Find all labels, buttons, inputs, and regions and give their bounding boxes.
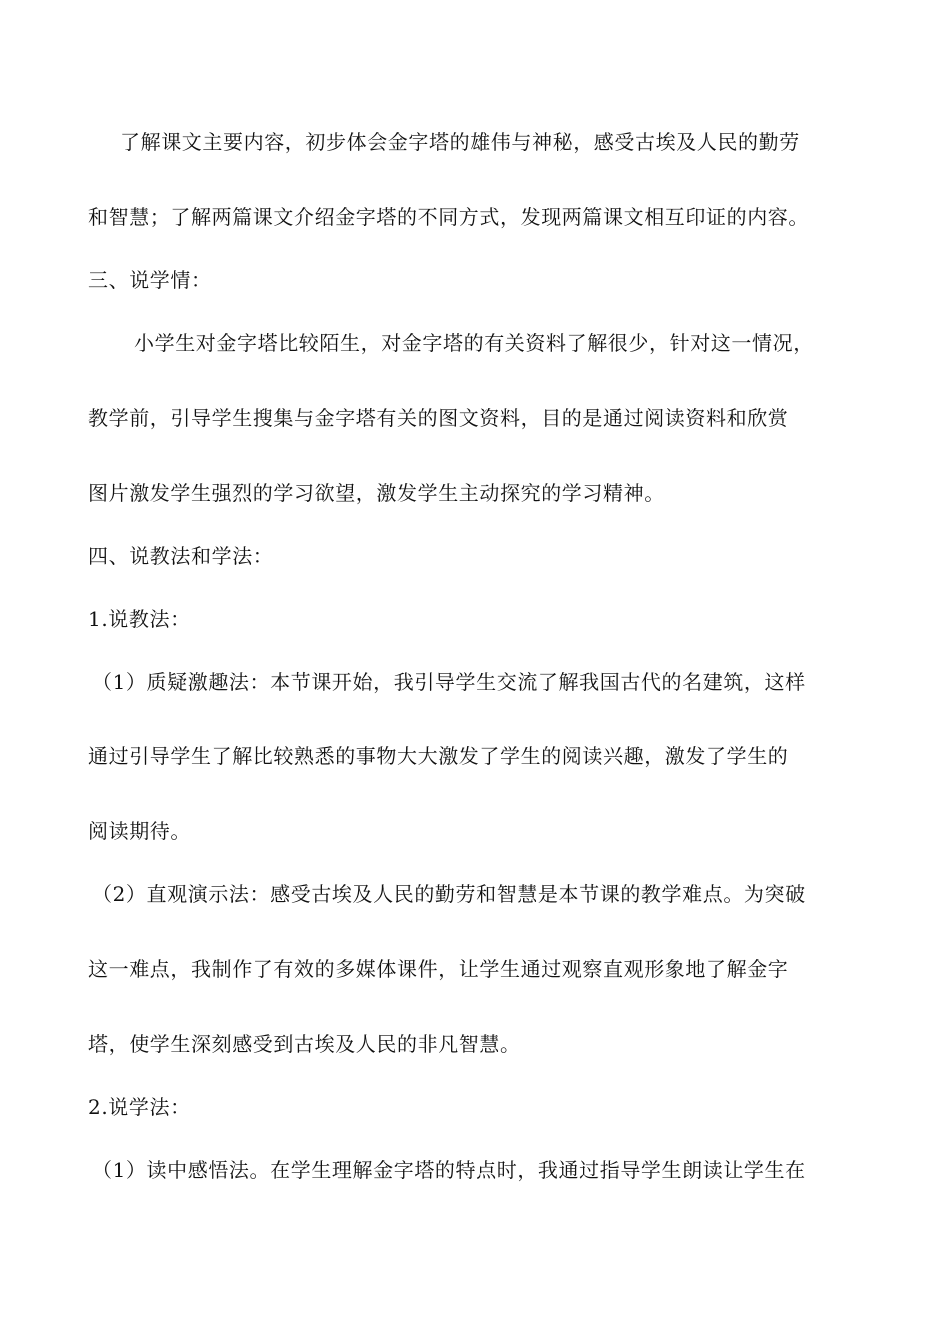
paragraph-line-11: 阅读期待。: [88, 819, 191, 843]
paragraph-line-10: 通过引导学生了解比较熟悉的事物大大激发了学生的阅读兴趣，激发了学生的: [88, 744, 789, 768]
section-heading-3: 三、说学情：: [88, 268, 212, 292]
section-heading-4: 四、说教法和学法：: [88, 544, 274, 568]
paragraph-line-12: （2）直观演示法：感受古埃及人民的勤劳和智慧是本节课的教学难点。为突破: [92, 882, 806, 906]
subheading-learning-methods: 2.说学法：: [88, 1095, 191, 1119]
paragraph-line-2: 和智慧；了解两篇课文介绍金字塔的不同方式，发现两篇课文相互印证的内容。: [88, 205, 809, 229]
paragraph-line-9: （1）质疑激趣法：本节课开始，我引导学生交流了解我国古代的名建筑，这样: [92, 670, 806, 694]
paragraph-line-13: 这一难点，我制作了有效的多媒体课件，让学生通过观察直观形象地了解金字: [88, 957, 789, 981]
paragraph-line-1: 了解课文主要内容，初步体会金字塔的雄伟与神秘，感受古埃及人民的勤劳: [120, 130, 800, 154]
paragraph-line-5: 教学前，引导学生搜集与金字塔有关的图文资料，目的是通过阅读资料和欣赏: [88, 406, 789, 430]
paragraph-line-4: 小学生对金字塔比较陌生，对金字塔的有关资料了解很少，针对这一情况，: [134, 331, 814, 355]
paragraph-line-6: 图片激发学生强烈的学习欲望，激发学生主动探究的学习精神。: [88, 481, 665, 505]
paragraph-line-14: 塔，使学生深刻感受到古埃及人民的非凡智慧。: [88, 1032, 521, 1056]
paragraph-line-16: （1）读中感悟法。在学生理解金字塔的特点时，我通过指导学生朗读让学生在: [92, 1158, 806, 1182]
subheading-teaching-methods: 1.说教法：: [88, 607, 191, 631]
